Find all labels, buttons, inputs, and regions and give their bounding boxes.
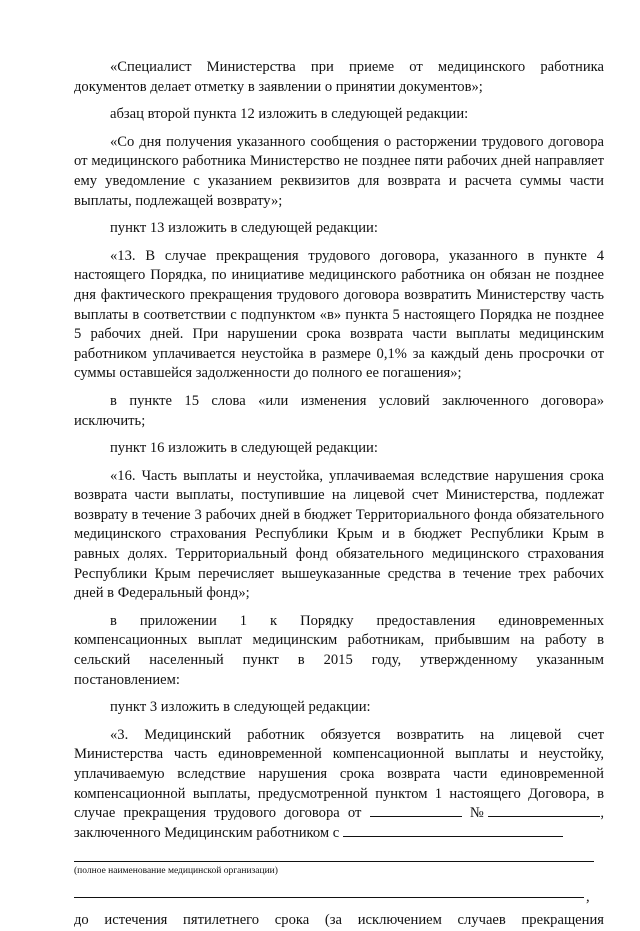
item-3-text-part-a: «3. Медицинский работник обязуется возвратить на лицевой счет Министерства часть единовременной компенсационной выплаты и неустойку, уплачиваемую вследствие нарушения срока возврата части единовременной компенсационной выплаты, предусмотренной пунктом 1 настоящего Договора, в случае прекращения трудового договора от <box>74 726 604 822</box>
paragraph-item-3-intro: пункт 3 изложить в следующей редакции: <box>110 699 371 716</box>
organization-blank-1 <box>343 824 563 837</box>
paragraph-item-13-intro: пункт 13 изложить в следующей редакции: <box>110 220 378 237</box>
organization-blank-3 <box>74 897 584 898</box>
contract-number-blank <box>488 804 600 817</box>
paragraph-item-3-text <box>74 726 604 844</box>
tail-comma: , <box>586 889 590 906</box>
paragraph-item-16-intro: пункт 16 изложить в следующей редакции: <box>110 440 378 457</box>
paragraph-appendix-1: в приложении 1 к Порядку предоставления единовременных компенсационных выплат медицинским работникам, прибывшим на работу в сельский населенный пункт в 2015 году, утвержденному указанным постановлением: <box>74 612 604 688</box>
paragraph-item-12-text: «Со дня получения указанного сообщения о расторжении трудового договора от медицинского работника Министерство не позднее пяти рабочих дней направляет ему уведомление с указанием реквизитов для возврата и расчета суммы части выплаты, подлежащей возврату»; <box>74 133 604 209</box>
paragraph-item-15-change: в пункте 15 слова «или изменения условий заключенного договора» исключить; <box>74 392 604 429</box>
paragraph-specialist-mark: «Специалист Министерства при приеме от медицинского работника документов делает отметку в заявлении о принятии документов»; <box>74 59 604 95</box>
organization-blank-2 <box>74 861 594 862</box>
organization-blank-row-3 <box>74 889 604 909</box>
organization-caption: (полное наименование медицинской организации) <box>74 866 278 877</box>
paragraph-five-year-term: до истечения пятилетнего срока (за исключением случаев прекращения <box>74 912 604 929</box>
item-3-comma: , <box>600 805 604 822</box>
paragraph-item-12-intro: абзац второй пункта 12 изложить в следующей редакции: <box>110 106 469 123</box>
contract-number-sign: № <box>469 805 489 822</box>
paragraph-item-13-text: «13. В случае прекращения трудового договора, указанного в пункте 4 настоящего Порядка, по инициативе медицинского работника он обязан не позднее дня фактического прекращения трудового договора возвратить Министерству часть выплаты в соответствии с подпунктом «в» пункта 5 настоящего Порядка не позднее 5 рабочих дней. При нарушении срока возврата части выплаты медицинским работником уплачивается неустойка в размере 0,1% за каждый день просрочки от суммы оставшейся задолженности до полного ее погашения»; <box>74 247 604 382</box>
contract-date-blank <box>370 804 462 817</box>
paragraph-item-16-text: «16. Часть выплаты и неустойка, уплачиваемая вследствие нарушения срока возврата части выплаты, поступившие на лицевой счет Министерства, подлежат возврату в течение 3 рабочих дней в бюджет Территориального фонда обязательного медицинского страхования Республики Крым и в бюджет Республики Крым в равных долях. Территориальный фонд обязательного медицинского страхования Республики Крым перечисляет вышеуказанные средства в течение трех рабочих дней в Федеральный фонд»; <box>74 467 604 602</box>
document-page <box>74 58 604 931</box>
item-3-text-part-b: заключенного Медицинским работником с <box>74 824 340 841</box>
